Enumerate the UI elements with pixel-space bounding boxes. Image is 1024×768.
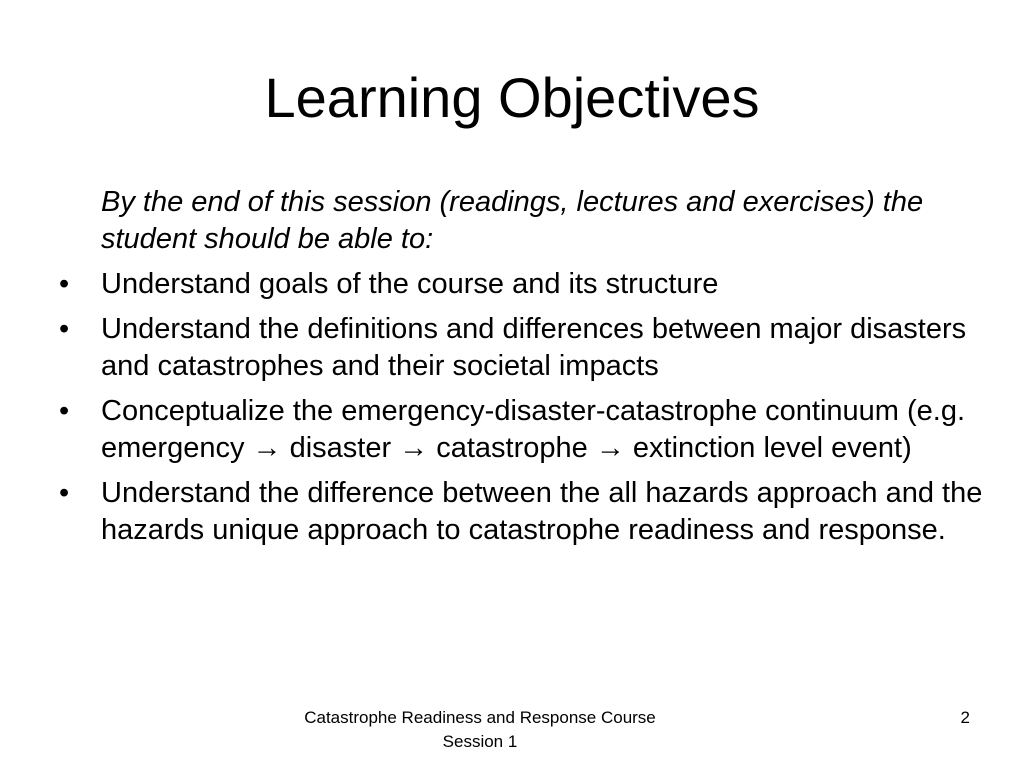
intro-text: By the end of this session (readings, lectures and exercises) the student should be able to: xyxy=(101,186,924,255)
objective-text: Understand goals of the course and its structure xyxy=(101,268,719,300)
objective-item xyxy=(0,311,1024,385)
bullet-icon: • xyxy=(59,268,70,300)
bullet-icon: • xyxy=(59,477,70,509)
footer-course-line: Catastrophe Readiness and Response Course xyxy=(304,708,656,727)
objective-item xyxy=(0,266,1024,303)
objective-item xyxy=(0,393,1024,467)
objective-item xyxy=(0,475,1024,549)
objective-text: Conceptualize the emergency-disaster-catastrophe continuum (e.g. emergency → disaster → catastrophe → extinction level event) xyxy=(101,395,966,464)
objectives-list xyxy=(0,266,1024,557)
objective-text: Understand the definitions and differences between major disasters and catastrophes and their societal impacts xyxy=(101,313,967,382)
page-number: 2 xyxy=(960,708,970,727)
bullet-icon: • xyxy=(59,395,70,427)
slide-title: Learning Objectives xyxy=(264,66,760,129)
footer-session-line: Session 1 xyxy=(442,732,518,751)
objective-text: Understand the difference between the all hazards approach and the hazards unique approach to catastrophe readiness and response. xyxy=(101,477,983,546)
bullet-icon: • xyxy=(59,313,70,345)
footer-course xyxy=(260,706,700,754)
